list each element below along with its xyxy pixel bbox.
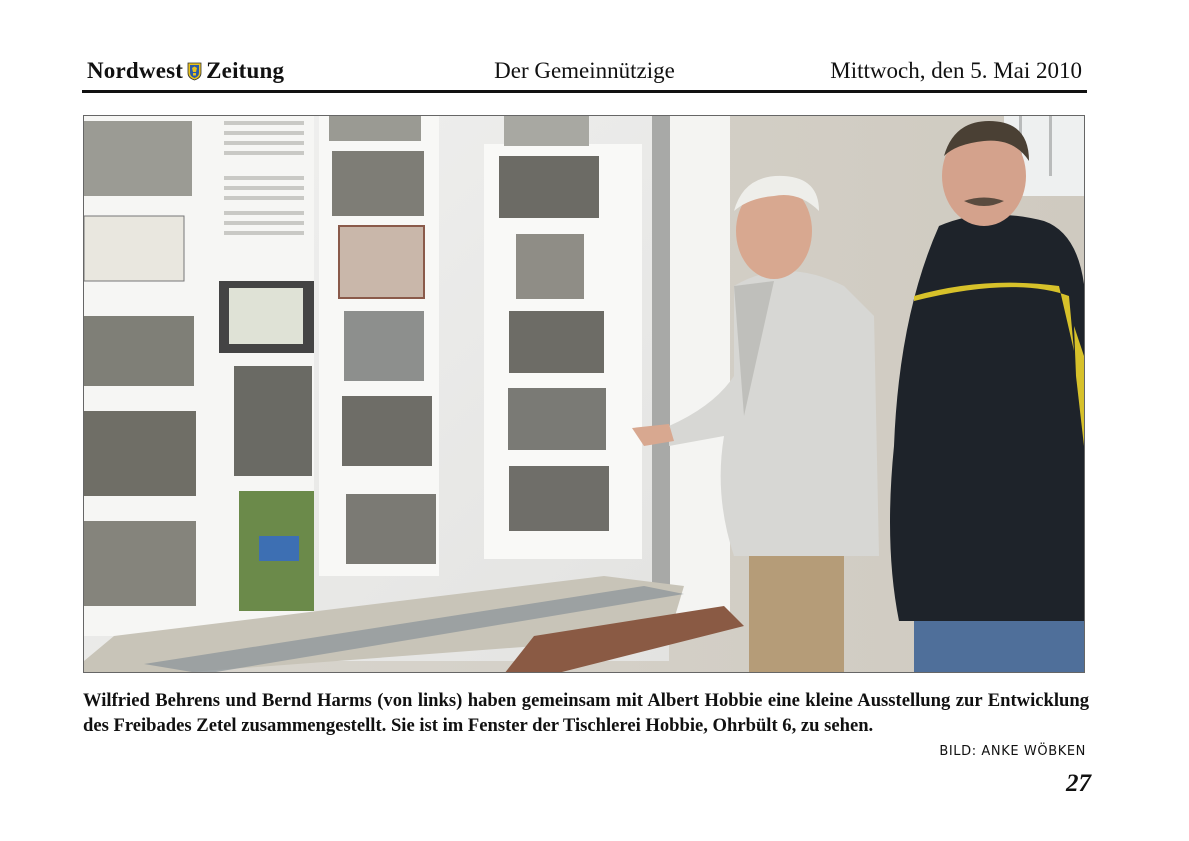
page-number: 27 [1066, 770, 1091, 797]
photo-credit: BILD: ANKE WÖBKEN [939, 744, 1086, 759]
section-title: Der Gemeinnützige [494, 58, 675, 83]
news-photo [83, 115, 1085, 673]
coat-of-arms-icon [187, 62, 202, 81]
header-rule [82, 90, 1087, 93]
exhibition-photo [84, 116, 1085, 673]
page-header [83, 58, 1086, 88]
issue-date: Mittwoch, den 5. Mai 2010 [830, 58, 1082, 83]
masthead-left: Nordwest [87, 58, 184, 83]
masthead-right: Zeitung [206, 58, 285, 83]
photo-caption: Wilfried Behrens und Bernd Harms (von links) haben gemeinsam mit Albert Hobbie eine kleine Ausstellung zur Entwicklung des Freibades Zetel zusammengestellt. Sie ist im Fenster der Tischlerei Hobbie, Ohrbült 6, zu sehen. [83, 690, 1089, 736]
masthead [87, 58, 284, 84]
